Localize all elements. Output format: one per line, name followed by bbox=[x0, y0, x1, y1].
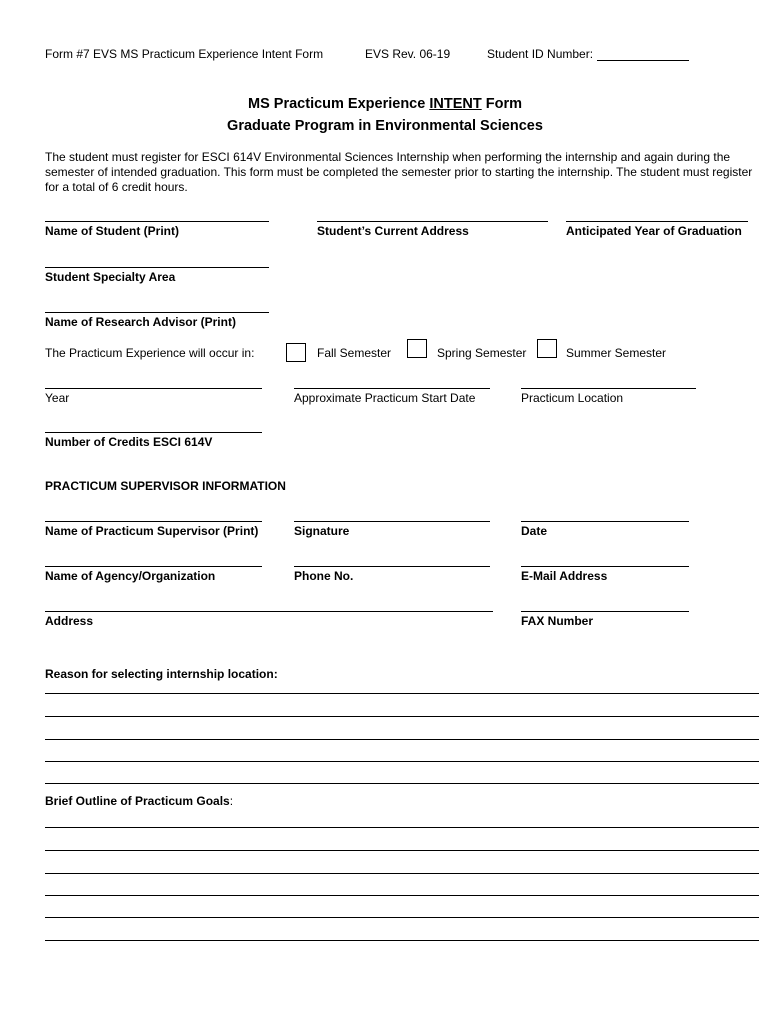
reason-line[interactable] bbox=[45, 739, 759, 740]
year-label: Year bbox=[45, 391, 70, 405]
start-date-label: Approximate Practicum Start Date bbox=[294, 391, 476, 405]
email-field[interactable] bbox=[521, 566, 689, 567]
goals-line[interactable] bbox=[45, 917, 759, 918]
grad-year-field[interactable] bbox=[566, 221, 748, 222]
reason-line[interactable] bbox=[45, 783, 759, 784]
location-label: Practicum Location bbox=[521, 391, 624, 405]
grad-year-label: Anticipated Year of Graduation bbox=[566, 224, 742, 238]
advisor-label: Name of Research Advisor (Print) bbox=[45, 315, 236, 329]
fall-semester-label: Fall Semester bbox=[317, 346, 392, 360]
form-number: Form #7 EVS MS Practicum Experience Intent Form bbox=[45, 47, 324, 61]
form-subtitle: Graduate Program in Environmental Sciences bbox=[227, 118, 543, 134]
credits-label: Number of Credits ESCI 614V bbox=[45, 435, 213, 449]
student-name-field[interactable] bbox=[45, 221, 269, 222]
summer-semester-label: Summer Semester bbox=[566, 346, 667, 360]
fax-field[interactable] bbox=[521, 611, 689, 612]
supervisor-heading: PRACTICUM SUPERVISOR INFORMATION bbox=[45, 479, 286, 493]
goals-line[interactable] bbox=[45, 940, 759, 941]
specialty-field[interactable] bbox=[45, 267, 269, 268]
fall-semester-checkbox[interactable] bbox=[286, 343, 306, 362]
form-revision: EVS Rev. 06-19 bbox=[365, 47, 451, 61]
agency-field[interactable] bbox=[45, 566, 262, 567]
fax-label: FAX Number bbox=[521, 614, 594, 628]
signature-label: Signature bbox=[294, 524, 350, 538]
reason-line[interactable] bbox=[45, 716, 759, 717]
student-address-field[interactable] bbox=[317, 221, 548, 222]
form-title: MS Practicum Experience INTENT Form bbox=[248, 96, 522, 112]
phone-label: Phone No. bbox=[294, 569, 354, 583]
goals-line[interactable] bbox=[45, 873, 759, 874]
intro-paragraph: The student must register for ESCI 614V Environmental Sciences Internship when performing the internship and again during the semester of intended graduation. This form must be completed the semester prior to starting the internship. The student must register for a total of 6 credit hours. bbox=[45, 150, 753, 194]
goals-line[interactable] bbox=[45, 827, 759, 828]
goals-line[interactable] bbox=[45, 850, 759, 851]
spring-semester-label: Spring Semester bbox=[437, 346, 527, 360]
student-id-label: Student ID Number: bbox=[487, 47, 594, 61]
specialty-label: Student Specialty Area bbox=[45, 270, 176, 284]
location-field[interactable] bbox=[521, 388, 696, 389]
student-id-field[interactable] bbox=[597, 60, 689, 61]
agency-label: Name of Agency/Organization bbox=[45, 569, 216, 583]
spring-semester-checkbox[interactable] bbox=[407, 339, 427, 358]
reason-label: Reason for selecting internship location: bbox=[45, 667, 278, 681]
supervisor-name-field[interactable] bbox=[45, 521, 262, 522]
supervisor-address-label: Address bbox=[45, 614, 94, 628]
student-address-label: Student’s Current Address bbox=[317, 224, 469, 238]
supervisor-name-label: Name of Practicum Supervisor (Print) bbox=[45, 524, 259, 538]
date-field[interactable] bbox=[521, 521, 689, 522]
student-name-label: Name of Student (Print) bbox=[45, 224, 179, 238]
reason-line[interactable] bbox=[45, 761, 759, 762]
summer-semester-checkbox[interactable] bbox=[537, 339, 557, 358]
semester-prompt: The Practicum Experience will occur in: bbox=[45, 346, 255, 360]
start-date-field[interactable] bbox=[294, 388, 490, 389]
goals-label: Brief Outline of Practicum Goals: bbox=[45, 794, 234, 808]
reason-line[interactable] bbox=[45, 693, 759, 694]
supervisor-address-field[interactable] bbox=[45, 611, 493, 612]
advisor-field[interactable] bbox=[45, 312, 269, 313]
phone-field[interactable] bbox=[294, 566, 490, 567]
credits-field[interactable] bbox=[45, 432, 262, 433]
email-label: E-Mail Address bbox=[521, 569, 608, 583]
date-label: Date bbox=[521, 524, 548, 538]
year-field[interactable] bbox=[45, 388, 262, 389]
goals-line[interactable] bbox=[45, 895, 759, 896]
signature-field[interactable] bbox=[294, 521, 490, 522]
